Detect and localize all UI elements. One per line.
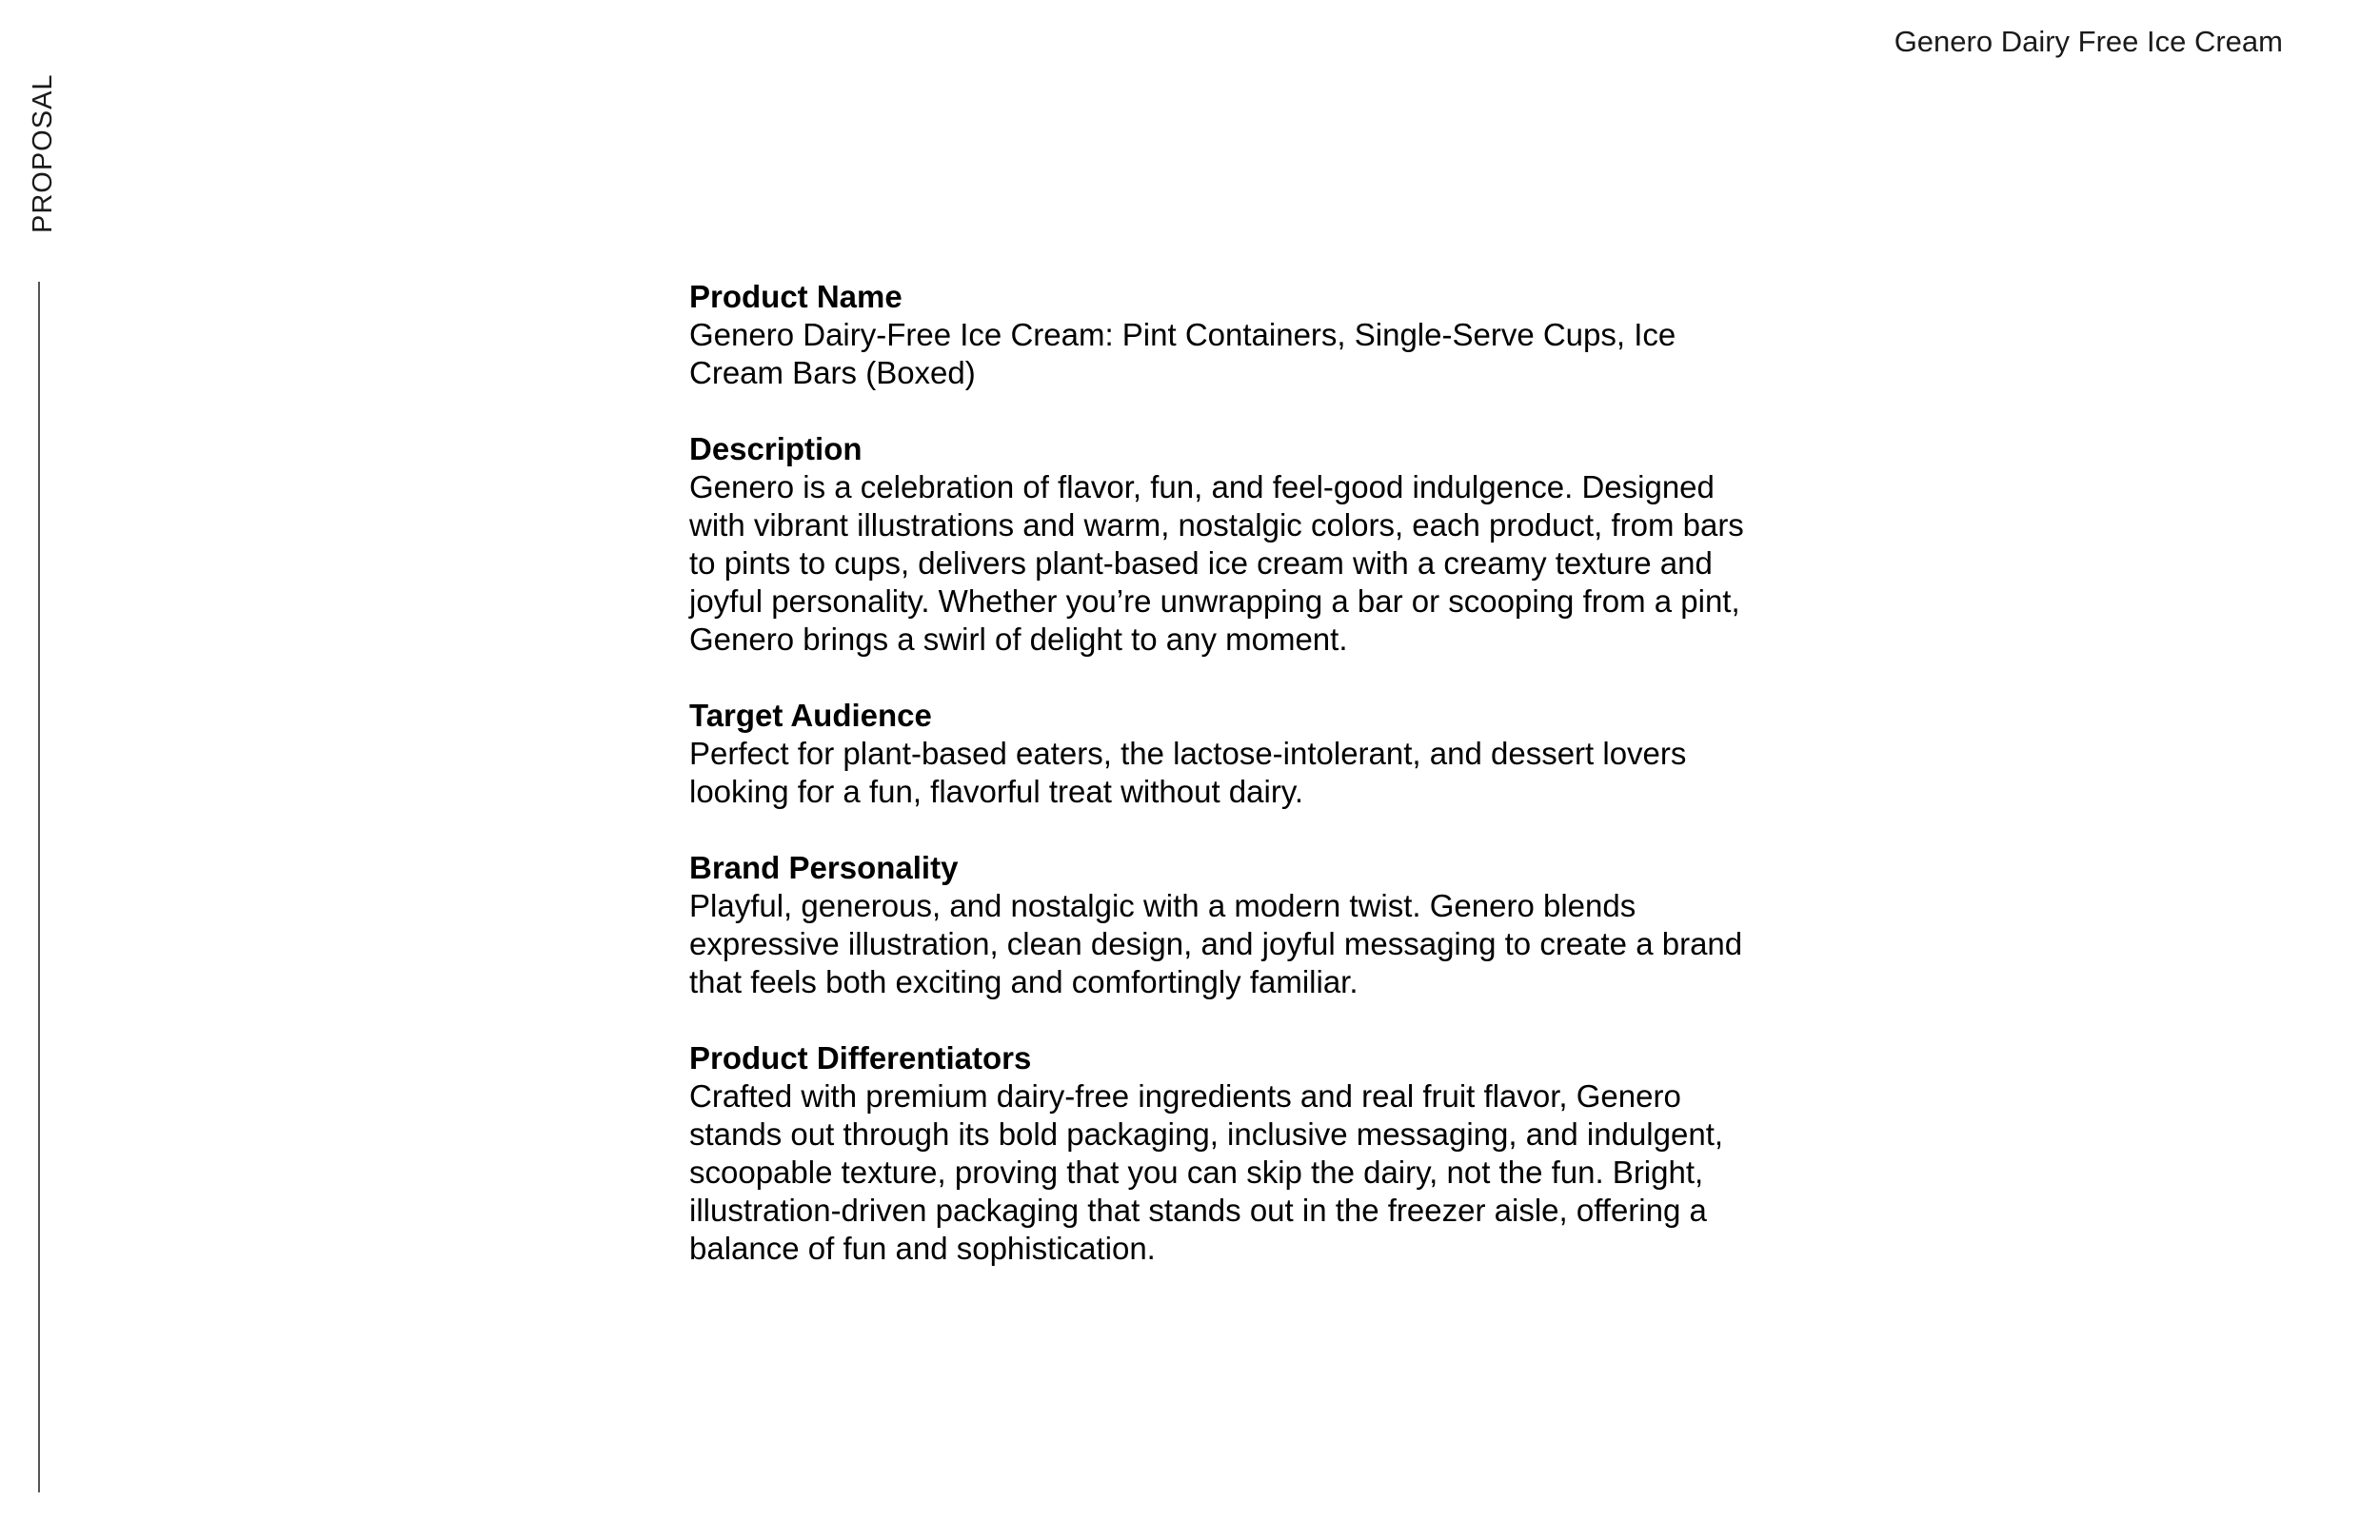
section-target-audience: [689, 697, 1746, 811]
section-body: Perfect for plant-based eaters, the lactose-intolerant, and dessert lovers looking for a fun, flavorful treat without dairy.: [689, 736, 1687, 809]
section-product-name: [689, 278, 1746, 392]
section-heading: Target Audience: [689, 698, 932, 733]
section-heading: Description: [689, 431, 863, 466]
section-body: Playful, generous, and nostalgic with a modern twist. Genero blends expressive illustration, clean design, and joyful messaging to create a brand that feels both exciting and comfortingly familiar.: [689, 888, 1743, 999]
side-divider-line: [38, 282, 40, 1492]
document-header-title: Genero Dairy Free Ice Cream: [1894, 25, 2283, 58]
section-product-differentiators: [689, 1039, 1746, 1268]
section-body: Genero Dairy-Free Ice Cream: Pint Containers, Single-Serve Cups, Ice Cream Bars (Boxed): [689, 317, 1676, 390]
side-label-proposal: PROPOSAL: [28, 73, 58, 233]
section-body: Crafted with premium dairy-free ingredients and real fruit flavor, Genero stands out through its bold packaging, inclusive messaging, and indulgent, scoopable texture, proving that you can skip the dairy, not the fun. Bright, illustration-driven packaging that stands out in the freezer aisle, offering a balance of fun and sophistication.: [689, 1078, 1724, 1266]
section-heading: Brand Personality: [689, 850, 959, 885]
section-brand-personality: [689, 849, 1746, 1001]
section-heading: Product Differentiators: [689, 1040, 1032, 1076]
section-description: [689, 430, 1746, 659]
section-heading: Product Name: [689, 279, 902, 314]
proposal-content: [689, 278, 1746, 1306]
section-body: Genero is a celebration of flavor, fun, and feel-good indulgence. Designed with vibrant illustrations and warm, nostalgic colors, each product, from bars to pints to cups, delivers plant-based ice cream with a creamy texture and joyful personality. Whether you’re unwrapping a bar or scooping from a pint, Genero brings a swirl of delight to any moment.: [689, 469, 1744, 657]
